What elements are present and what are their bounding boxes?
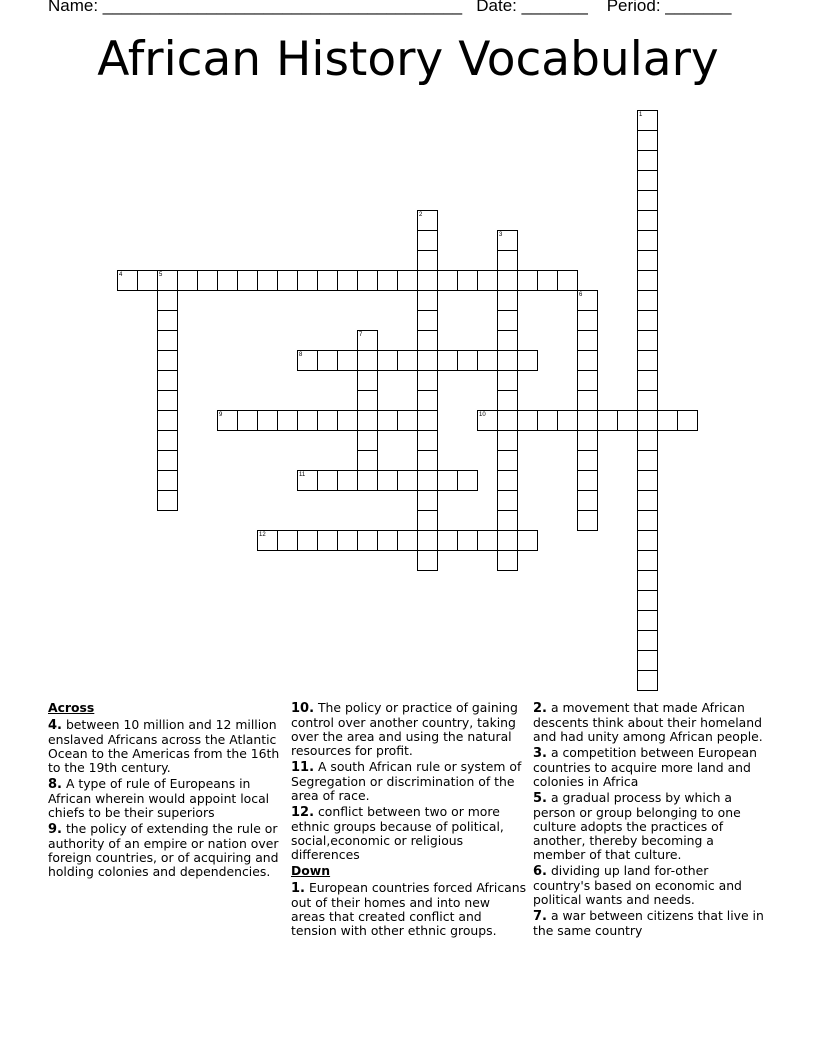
grid-cell[interactable]: [357, 270, 378, 291]
grid-cell[interactable]: [497, 510, 518, 531]
clue-number-label: 3: [499, 232, 503, 238]
clue-text: between 10 million and 12 million enslaved Africans across the Atlantic Ocean to the Americas from the 16th to the 19th century.: [48, 717, 280, 775]
grid-cell[interactable]: [677, 410, 698, 431]
grid-cell[interactable]: [477, 530, 498, 551]
grid-cell[interactable]: [417, 230, 438, 251]
grid-cell[interactable]: [397, 350, 418, 371]
grid-cell[interactable]: [637, 610, 658, 631]
clue-across-8: [48, 777, 284, 820]
grid-cell[interactable]: [377, 270, 398, 291]
grid-cell[interactable]: [417, 410, 438, 431]
clue-number-label: 6: [579, 292, 583, 298]
across-heading: Across: [48, 700, 95, 715]
grid-cell[interactable]: [157, 390, 178, 411]
grid-cell[interactable]: [417, 290, 438, 311]
grid-cell[interactable]: [417, 550, 438, 571]
grid-cell[interactable]: [177, 270, 198, 291]
clue-number: 10.: [291, 701, 315, 716]
grid-cell[interactable]: [637, 470, 658, 491]
clue-number-label: 4: [119, 272, 123, 278]
grid-cell[interactable]: [137, 270, 158, 291]
grid-cell[interactable]: [317, 470, 338, 491]
clue-text: a competition between European countries to acquire more land and colonies in Africa: [533, 745, 757, 789]
grid-cell[interactable]: [557, 410, 578, 431]
grid-cell[interactable]: [157, 410, 178, 431]
grid-cell[interactable]: [337, 270, 358, 291]
grid-cell[interactable]: [397, 410, 418, 431]
clue-text: a war between citizens that live in the same country: [533, 908, 764, 938]
grid-cell[interactable]: [157, 370, 178, 391]
clue-number: 8.: [48, 777, 62, 792]
grid-cell[interactable]: [417, 450, 438, 471]
grid-cell[interactable]: [237, 410, 258, 431]
grid-cell[interactable]: [637, 490, 658, 511]
grid-cell[interactable]: [637, 670, 658, 691]
grid-cell[interactable]: [397, 470, 418, 491]
clue-number: 2.: [533, 701, 547, 716]
grid-cell[interactable]: [157, 430, 178, 451]
grid-cell[interactable]: [637, 570, 658, 591]
grid-cell[interactable]: [577, 310, 598, 331]
grid-cell[interactable]: [417, 490, 438, 511]
grid-cell[interactable]: [357, 430, 378, 451]
period-field-label: Period: _______: [606, 0, 732, 15]
grid-cell[interactable]: [437, 470, 458, 491]
clue-text: dividing up land for-other country's based on economic and political wants and needs.: [533, 863, 742, 907]
grid-cell[interactable]: [357, 530, 378, 551]
grid-cell[interactable]: [477, 270, 498, 291]
clue-text: the policy of extending the rule or authority of an empire or nation over foreign countries, or of acquiring and holding colonies and dependencies.: [48, 821, 279, 879]
grid-cell[interactable]: [417, 330, 438, 351]
grid-cell[interactable]: [377, 470, 398, 491]
grid-cell[interactable]: [377, 530, 398, 551]
clue-across-11: [291, 760, 527, 803]
grid-cell[interactable]: [417, 370, 438, 391]
grid-cell[interactable]: [417, 250, 438, 271]
clue-number-label: 7: [359, 332, 363, 338]
grid-cell[interactable]: [417, 510, 438, 531]
grid-cell[interactable]: [637, 290, 658, 311]
clue-number: 4.: [48, 718, 62, 733]
grid-cell[interactable]: [577, 490, 598, 511]
grid-cell[interactable]: [157, 450, 178, 471]
grid-cell[interactable]: [157, 350, 178, 371]
grid-cell[interactable]: [537, 410, 558, 431]
clue-text: a gradual process by which a person or group belonging to one culture adopts the practices of another, thereby becoming a member of that culture.: [533, 790, 741, 862]
grid-cell[interactable]: [497, 350, 518, 371]
clue-number-label: 8: [299, 352, 303, 358]
clue-text: a movement that made African descents think about their homeland and had unity among African people.: [533, 700, 763, 744]
clue-down-1: [291, 881, 527, 938]
clues-column-1: [48, 701, 284, 881]
grid-cell[interactable]: [157, 330, 178, 351]
grid-cell[interactable]: [277, 530, 298, 551]
grid-cell[interactable]: [497, 370, 518, 391]
grid-cell[interactable]: [417, 350, 438, 371]
grid-cell[interactable]: [497, 450, 518, 471]
grid-cell[interactable]: [497, 310, 518, 331]
grid-cell[interactable]: [637, 510, 658, 531]
clue-text: conflict between two or more ethnic groups because of political, social,economic or religious differences: [291, 804, 504, 862]
clue-number: 6.: [533, 864, 547, 879]
grid-cell[interactable]: [577, 430, 598, 451]
grid-cell[interactable]: [497, 250, 518, 271]
grid-cell[interactable]: [337, 470, 358, 491]
grid-cell[interactable]: [637, 430, 658, 451]
grid-cell[interactable]: [357, 450, 378, 471]
grid-cell[interactable]: [457, 470, 478, 491]
grid-cell[interactable]: [577, 510, 598, 531]
grid-cell[interactable]: [357, 350, 378, 371]
grid-cell[interactable]: [477, 350, 498, 371]
grid-cell[interactable]: [637, 190, 658, 211]
clue-number-label: 10: [479, 412, 486, 418]
grid-cell[interactable]: [157, 470, 178, 491]
clue-number-label: 2: [419, 212, 423, 218]
grid-cell[interactable]: [497, 330, 518, 351]
grid-cell[interactable]: [157, 490, 178, 511]
grid-cell[interactable]: [577, 330, 598, 351]
clues-column-2: [291, 701, 527, 940]
grid-cell[interactable]: [157, 310, 178, 331]
date-field-label: Date: _______: [476, 0, 588, 15]
grid-cell[interactable]: [637, 390, 658, 411]
grid-cell[interactable]: [637, 550, 658, 571]
grid-cell[interactable]: [497, 530, 518, 551]
grid-cell[interactable]: [637, 590, 658, 611]
grid-cell[interactable]: [637, 370, 658, 391]
grid-cell[interactable]: [377, 410, 398, 431]
grid-cell[interactable]: [497, 490, 518, 511]
grid-cell[interactable]: [337, 410, 358, 431]
clue-number-label: 11: [299, 472, 306, 478]
grid-cell[interactable]: [297, 530, 318, 551]
grid-cell[interactable]: [497, 290, 518, 311]
grid-cell[interactable]: [457, 270, 478, 291]
grid-cell[interactable]: [277, 270, 298, 291]
grid-cell[interactable]: [397, 530, 418, 551]
grid-cell[interactable]: [297, 270, 318, 291]
clue-number-label: 5: [159, 272, 163, 278]
clue-number: 1.: [291, 881, 305, 896]
grid-cell[interactable]: [637, 350, 658, 371]
grid-cell[interactable]: [277, 410, 298, 431]
grid-cell[interactable]: [417, 470, 438, 491]
grid-cell[interactable]: [537, 270, 558, 291]
grid-cell[interactable]: [577, 450, 598, 471]
grid-cell[interactable]: [337, 530, 358, 551]
grid-cell[interactable]: [577, 410, 598, 431]
grid-cell[interactable]: [417, 530, 438, 551]
grid-cell[interactable]: [517, 410, 538, 431]
clue-number: 5.: [533, 791, 547, 806]
clue-text: The policy or practice of gaining control over another country, taking over the area and using the natural resources for profit.: [291, 700, 518, 758]
grid-cell[interactable]: [637, 210, 658, 231]
grid-cell[interactable]: [577, 470, 598, 491]
grid-cell[interactable]: [637, 630, 658, 651]
clue-down-3: [533, 746, 769, 789]
grid-cell[interactable]: [637, 410, 658, 431]
clue-number: 3.: [533, 746, 547, 761]
grid-cell[interactable]: [577, 370, 598, 391]
grid-cell[interactable]: [417, 390, 438, 411]
clue-down-6: [533, 864, 769, 907]
clue-across-9: [48, 822, 284, 879]
clue-text: A south African rule or system of Segregation or discrimination of the area of race.: [291, 759, 522, 803]
grid-cell[interactable]: [577, 350, 598, 371]
grid-cell[interactable]: [517, 270, 538, 291]
grid-cell[interactable]: [497, 550, 518, 571]
grid-cell[interactable]: [417, 310, 438, 331]
grid-cell[interactable]: [197, 270, 218, 291]
clue-number: 11.: [291, 760, 315, 775]
grid-cell[interactable]: [457, 350, 478, 371]
grid-cell[interactable]: [497, 270, 518, 291]
grid-cell[interactable]: [497, 470, 518, 491]
clue-text: European countries forced Africans out of their homes and into new areas that created conflict and tension with other ethnic groups.: [291, 880, 527, 938]
grid-cell[interactable]: [637, 170, 658, 191]
clue-down-2: [533, 701, 769, 744]
clues-column-3: [533, 701, 769, 940]
grid-cell[interactable]: [297, 410, 318, 431]
page-title: African History Vocabulary: [97, 32, 719, 87]
grid-cell[interactable]: [437, 270, 458, 291]
grid-cell[interactable]: [637, 330, 658, 351]
grid-cell[interactable]: [317, 270, 338, 291]
clue-number: 7.: [533, 909, 547, 924]
grid-cell[interactable]: [237, 270, 258, 291]
clue-across-10: [291, 701, 527, 758]
grid-cell[interactable]: [257, 410, 278, 431]
clue-across-4: [48, 718, 284, 775]
grid-cell[interactable]: [217, 270, 238, 291]
grid-cell[interactable]: [437, 350, 458, 371]
grid-cell[interactable]: [397, 270, 418, 291]
grid-cell[interactable]: [637, 150, 658, 171]
grid-cell[interactable]: [317, 350, 338, 371]
grid-cell[interactable]: [577, 390, 598, 411]
grid-cell[interactable]: [637, 250, 658, 271]
grid-cell[interactable]: [637, 230, 658, 251]
grid-cell[interactable]: [417, 430, 438, 451]
grid-cell[interactable]: [637, 530, 658, 551]
grid-cell[interactable]: [597, 410, 618, 431]
grid-cell[interactable]: [317, 410, 338, 431]
clue-text: A type of rule of Europeans in African wherein would appoint local chiefs to be their superiors: [48, 776, 270, 820]
clue-down-7: [533, 909, 769, 938]
grid-cell[interactable]: [437, 530, 458, 551]
clue-across-12: [291, 805, 527, 862]
clue-number-label: 9: [219, 412, 223, 418]
grid-cell[interactable]: [417, 270, 438, 291]
grid-cell[interactable]: [337, 350, 358, 371]
grid-cell[interactable]: [377, 350, 398, 371]
grid-cell[interactable]: [497, 390, 518, 411]
grid-cell[interactable]: [497, 430, 518, 451]
grid-cell[interactable]: [357, 370, 378, 391]
grid-cell[interactable]: [637, 650, 658, 671]
grid-cell[interactable]: [657, 410, 678, 431]
clue-number-label: 12: [259, 532, 266, 538]
grid-cell[interactable]: [497, 410, 518, 431]
name-field-label: Name: ______________________________________: [48, 0, 463, 15]
grid-cell[interactable]: [157, 290, 178, 311]
clue-number: 9.: [48, 822, 62, 837]
grid-cell[interactable]: [637, 310, 658, 331]
grid-cell[interactable]: [357, 390, 378, 411]
clue-number-label: 1: [639, 112, 643, 118]
grid-cell[interactable]: [517, 350, 538, 371]
grid-cell[interactable]: [637, 450, 658, 471]
down-heading: Down: [291, 863, 331, 878]
clue-number: 12.: [291, 805, 315, 820]
grid-cell[interactable]: [357, 410, 378, 431]
grid-cell[interactable]: [457, 530, 478, 551]
grid-cell[interactable]: [517, 530, 538, 551]
grid-cell[interactable]: [637, 130, 658, 151]
grid-cell[interactable]: [617, 410, 638, 431]
grid-cell[interactable]: [637, 270, 658, 291]
grid-cell[interactable]: [557, 270, 578, 291]
grid-cell[interactable]: [357, 470, 378, 491]
clue-down-5: [533, 791, 769, 862]
grid-cell[interactable]: [317, 530, 338, 551]
grid-cell[interactable]: [257, 270, 278, 291]
